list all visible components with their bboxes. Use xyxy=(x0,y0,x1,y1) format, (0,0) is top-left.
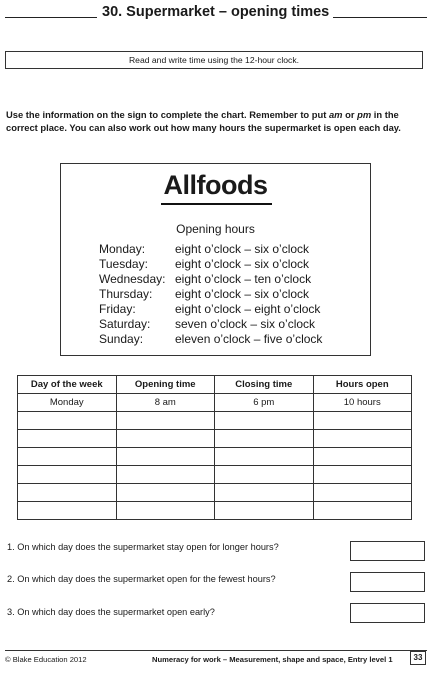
question-2: 2. On which day does the supermarket open for the fewest hours? xyxy=(7,574,276,584)
table-row xyxy=(18,484,412,502)
sign-times: eight o’clock – eight o’clock xyxy=(175,302,321,316)
cell-opening[interactable] xyxy=(116,502,215,520)
sign-row xyxy=(99,332,322,346)
cell-closing[interactable] xyxy=(215,502,314,520)
page-number: 33 xyxy=(410,651,426,665)
store-sign xyxy=(60,163,371,356)
sign-row xyxy=(99,242,309,256)
para-am: am xyxy=(328,109,343,120)
title-rule-right xyxy=(333,17,427,18)
cell-opening[interactable] xyxy=(116,484,215,502)
sign-row xyxy=(99,287,309,301)
cell-hours[interactable] xyxy=(313,484,412,502)
page-title: 30. Supermarket – opening times xyxy=(102,4,330,20)
footer-copyright: © Blake Education 2012 xyxy=(5,655,87,664)
task-paragraph xyxy=(6,108,426,134)
table-row xyxy=(18,448,412,466)
cell-day: Monday xyxy=(18,394,117,412)
sign-times: eleven o’clock – five o’clock xyxy=(175,332,323,346)
table-row xyxy=(18,412,412,430)
cell-closing[interactable] xyxy=(215,412,314,430)
sign-times: eight o’clock – six o’clock xyxy=(175,287,310,301)
col-header-opening: Opening time xyxy=(116,376,215,394)
col-header-closing: Closing time xyxy=(215,376,314,394)
question-1: 1. On which day does the supermarket stay open for longer hours? xyxy=(7,542,279,552)
sign-row xyxy=(99,302,320,316)
cell-hours[interactable] xyxy=(313,502,412,520)
cell-opening[interactable] xyxy=(116,448,215,466)
sign-day: Tuesday: xyxy=(99,257,148,271)
sign-day: Monday: xyxy=(99,242,146,256)
cell-closing[interactable] xyxy=(215,430,314,448)
sign-row xyxy=(99,257,309,271)
cell-hours[interactable] xyxy=(313,430,412,448)
sign-times: seven o’clock – six o’clock xyxy=(175,317,316,331)
cell-hours[interactable] xyxy=(313,466,412,484)
sign-title-underline xyxy=(161,203,272,205)
sign-row xyxy=(99,317,315,331)
title-rule-left xyxy=(5,17,97,18)
table-row xyxy=(18,466,412,484)
para-part-1: Use the information on the sign to complete the chart. Remember to put xyxy=(6,109,329,120)
cell-closing[interactable] xyxy=(215,448,314,466)
para-part-3: in the correct place. You can also work out how many hours the supermarket is open each day. xyxy=(6,109,401,134)
cell-day[interactable] xyxy=(18,484,117,502)
sign-day: Saturday: xyxy=(99,317,151,331)
answer-box-3[interactable] xyxy=(350,603,425,623)
footer-series: Numeracy for work – Measurement, shape and space, Entry level 1 xyxy=(152,655,393,664)
sign-times: eight o’clock – six o’clock xyxy=(175,257,310,271)
cell-hours: 10 hours xyxy=(313,394,412,412)
cell-opening[interactable] xyxy=(116,466,215,484)
cell-closing: 6 pm xyxy=(215,394,314,412)
question-3: 3. On which day does the supermarket open early? xyxy=(7,607,215,617)
cell-opening[interactable] xyxy=(116,430,215,448)
sign-times: eight o’clock – ten o’clock xyxy=(175,272,312,286)
sign-row xyxy=(99,272,311,286)
sign-day: Wednesday: xyxy=(99,272,166,286)
answer-box-1[interactable] xyxy=(350,541,425,561)
cell-day[interactable] xyxy=(18,502,117,520)
opening-times-chart xyxy=(17,375,412,520)
cell-hours[interactable] xyxy=(313,412,412,430)
para-part-2: or xyxy=(342,109,358,120)
cell-day[interactable] xyxy=(18,466,117,484)
instruction-box: Read and write time using the 12-hour clock. xyxy=(5,51,423,69)
table-row xyxy=(18,502,412,520)
sign-times: eight o’clock – six o’clock xyxy=(175,242,310,256)
cell-day[interactable] xyxy=(18,430,117,448)
para-pm: pm xyxy=(357,109,372,120)
chart-header-row xyxy=(18,376,412,394)
sign-title: Allfoods xyxy=(163,170,268,200)
cell-opening: 8 am xyxy=(116,394,215,412)
col-header-day: Day of the week xyxy=(18,376,117,394)
cell-closing[interactable] xyxy=(215,484,314,502)
table-row xyxy=(18,430,412,448)
table-row xyxy=(18,394,412,412)
cell-day[interactable] xyxy=(18,412,117,430)
cell-opening[interactable] xyxy=(116,412,215,430)
cell-hours[interactable] xyxy=(313,448,412,466)
col-header-hours: Hours open xyxy=(313,376,412,394)
footer-rule xyxy=(5,650,427,651)
cell-closing[interactable] xyxy=(215,466,314,484)
page-header xyxy=(0,4,432,22)
sign-day: Friday: xyxy=(99,302,136,316)
sign-day: Sunday: xyxy=(99,332,144,346)
cell-day[interactable] xyxy=(18,448,117,466)
sign-subtitle: Opening hours xyxy=(176,222,255,236)
sign-day: Thursday: xyxy=(99,287,153,301)
answer-box-2[interactable] xyxy=(350,572,425,592)
